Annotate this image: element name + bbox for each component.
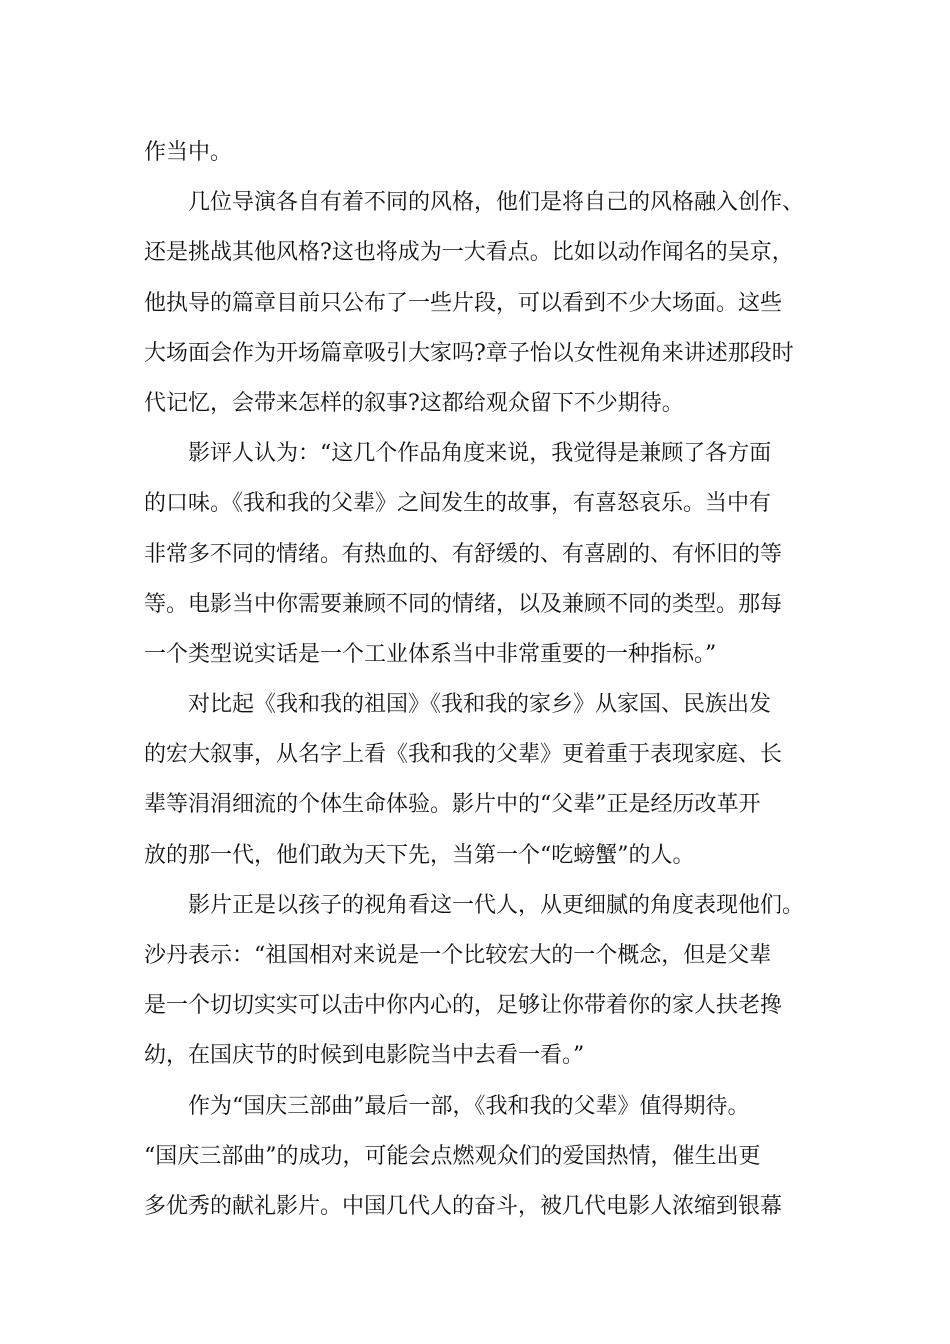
- text-line: “国庆三部曲”的成功，可能会点燃观众们的爱国热情，催生出更: [144, 1143, 761, 1169]
- text-line: 对比起《我和我的祖国》《我和我的家乡》从家国、民族出发: [188, 692, 772, 718]
- text-line: 大场面会作为开场篇章吸引大家吗?章子怡以女性视角来讲述那段时: [144, 340, 794, 366]
- text-line: 放的那一代，他们敢为天下先，当第一个“吃螃蟹”的人。: [144, 842, 695, 868]
- text-line: 等。电影当中你需要兼顾不同的情绪，以及兼顾不同的类型。那每: [144, 591, 783, 617]
- text-line: 辈等涓涓细流的个体生命体验。影片中的“父辈”正是经历改革开: [144, 792, 761, 818]
- text-line: 一个类型说实话是一个工业体系当中非常重要的一种指标。”: [144, 641, 717, 667]
- text-line: 影片正是以孩子的视角看这一代人，从更细腻的角度表现他们。: [188, 892, 805, 918]
- text-line: 作为“国庆三部曲”最后一部，《我和我的父辈》值得期待。: [188, 1093, 750, 1119]
- text-line: 的口味。《我和我的父辈》之间发生的故事，有喜怒哀乐。当中有: [144, 491, 772, 517]
- text-line: 多优秀的献礼影片。中国几代人的奋斗，被几代电影人浓缩到银幕: [144, 1193, 783, 1219]
- text-line: 幼，在国庆节的时候到电影院当中去看一看。”: [144, 1043, 585, 1069]
- text-line: 是一个切切实实可以击中你内心的，足够让你带着你的家人扶老搀: [144, 993, 783, 1019]
- article-body: [144, 128, 824, 1232]
- text-line: 影评人认为：“这几个作品角度来说，我觉得是兼顾了各方面: [188, 441, 772, 467]
- text-line: 作当中。: [144, 140, 233, 165]
- text-line: 沙丹表示：“祖国相对来说是一个比较宏大的一个概念，但是父辈: [144, 943, 772, 968]
- text-line: 他执导的篇章目前只公布了一些片段，可以看到不少大场面。这些: [144, 290, 783, 316]
- text-line: 代记忆，会带来怎样的叙事?这都给观众留下不少期待。: [144, 390, 684, 416]
- text-line: 非常多不同的情绪。有热血的、有舒缓的、有喜剧的、有怀旧的等: [144, 541, 783, 567]
- text-line: 几位导演各自有着不同的风格，他们是将自己的风格融入创作、: [188, 190, 805, 216]
- text-line: 的宏大叙事，从名字上看《我和我的父辈》更着重于表现家庭、长: [144, 742, 783, 768]
- text-line: 还是挑战其他风格?这也将成为一大看点。比如以动作闻名的吴京，: [144, 240, 794, 266]
